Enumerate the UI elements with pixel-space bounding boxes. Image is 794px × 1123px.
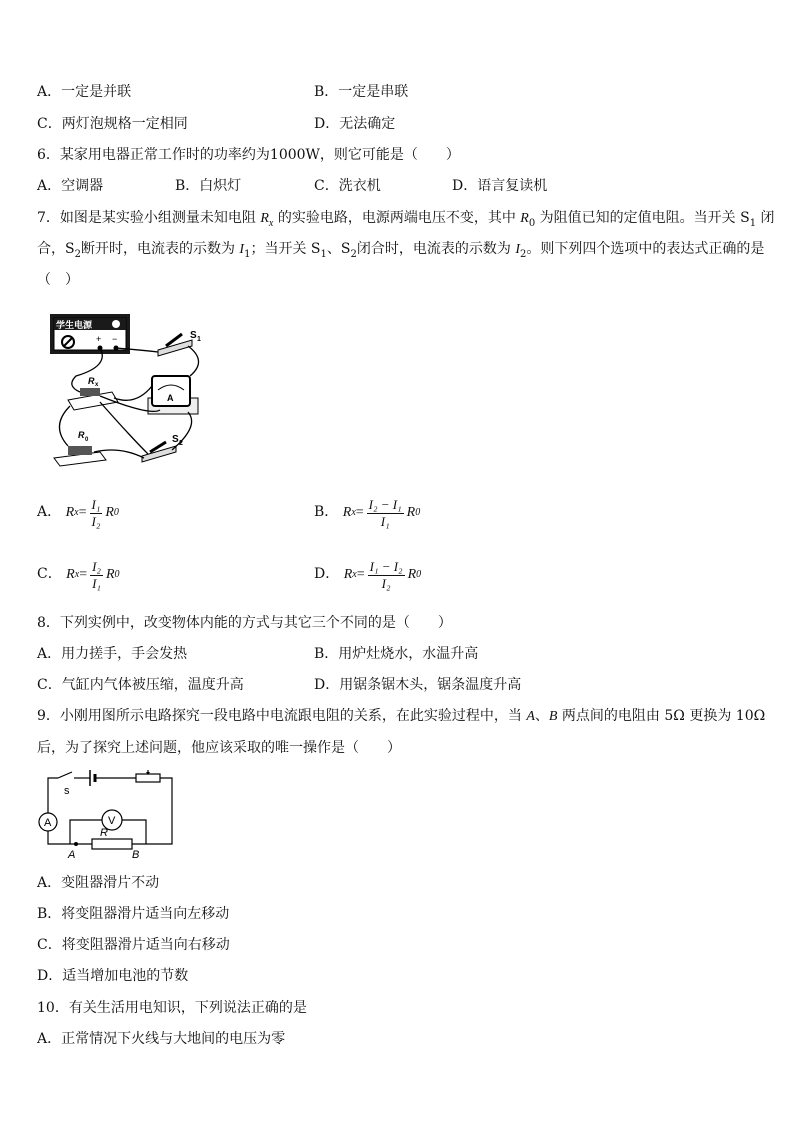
svg-text:A: A [167,393,174,403]
svg-text:A: A [68,849,76,861]
q9-circuit-figure [36,770,176,862]
q7-stem-line2: 合，$S_2$断开时，电流表的示数为 $I_1$；当开关 $S_1$、$S_2$闭合时，电流表的示数为 $I_2$。则下列四个选项中的表达式正确的是 [37,241,765,260]
q10-option-a: A．正常情况下火线与大地间的电压为零 [37,1031,286,1047]
q10-stem: 10．有关生活用电知识，下列说法正确的是 [37,1000,307,1016]
rheostat [136,774,160,782]
q5-option-a: A．一定是并联 [37,84,132,100]
q7-stem-line1: 7．如图是某实验小组测量未知电阻 $R_x$ 的实验电路，电源两端电压不变，其中 $R_0$ 为阻值已知的定值电阻。当开关 $S_1$ 闭 [37,210,775,229]
q7-option-b: B． R x = $\frac{\text{I₂ − I₁}}{\text{I₁}}$ R 0 [314,496,421,529]
svg-text:+: + [96,334,102,344]
svg-text:A: A [44,817,52,829]
svg-text:R: R [100,827,108,839]
svg-text:x: x [95,382,99,388]
q9-option-a: A．变阻器滑片不动 [37,875,160,891]
q6-stem: 6．某家用电器正常工作时的功率约为1000W，则它可能是（ ） [37,147,460,163]
q6-option-b: B．白炽灯 [175,178,242,194]
q8-option-d: D．用锯条锯木头，锯条温度升高 [314,677,522,693]
q8-option-c: C．气缸内气体被压缩，温度升高 [37,677,244,693]
q8-option-a: A．用力搓手，手会发热 [37,646,188,662]
svg-text:B: B [132,849,140,861]
q7-option-d: D． R x = $\frac{\text{I₁ − I₂}}{\text{I₂}}$ R 0 [314,558,422,591]
svg-text:学生电源: 学生电源 [56,320,93,330]
q5-option-b: B．一定是串联 [314,84,409,100]
svg-text:s: s [64,785,70,797]
q9-stem-line2: 后，为了探究上述问题，他应该采取的唯一操作是（ ） [37,740,401,756]
q8-option-b: B．用炉灶烧水，水温升高 [314,646,479,662]
q7-circuit-figure [40,306,210,470]
q8-stem: 8．下列实例中，改变物体内能的方式与其它三个不同的是（ ） [37,615,452,631]
q6-option-c: C．洗衣机 [314,178,381,194]
svg-text:R: R [88,376,95,386]
q6-option-d: D．语言复读机 [452,178,548,194]
resistor-r [92,839,132,849]
q5-option-c: C．两灯泡规格一定相同 [37,116,188,132]
q6-option-a: A．空调器 [37,178,104,194]
q7-option-c: C． R x = $\frac{\text{I₂}}{\text{I₁}}$ R 0 [37,558,120,591]
q5-option-d: D．无法确定 [314,116,396,132]
svg-text:S: S [172,434,179,445]
q7-stem-line3: （ ） [37,272,79,288]
q9-stem-line1: 9．小刚用图所示电路探究一段电路中电流跟电阻的关系，在此实验过程中，当 A、B 两点间的电阻由 5Ω 更换为 10Ω [37,708,766,724]
q9-option-d: D．适当增加电池的节数 [37,968,189,984]
svg-text:2: 2 [179,440,183,447]
switch-s [58,772,72,778]
q7-option-a: A． R x = $\frac{\text{I₁}}{\text{I₂}}$ R 0 [37,496,119,529]
svg-text:R: R [78,430,85,440]
svg-text:−: − [112,334,118,344]
svg-text:V: V [108,815,116,827]
q9-option-b: B．将变阻器滑片适当向左移动 [37,906,230,922]
svg-text:S: S [190,330,197,341]
svg-text:1: 1 [197,336,201,343]
q9-option-c: C．将变阻器滑片适当向右移动 [37,937,230,953]
svg-text:0: 0 [85,437,89,443]
